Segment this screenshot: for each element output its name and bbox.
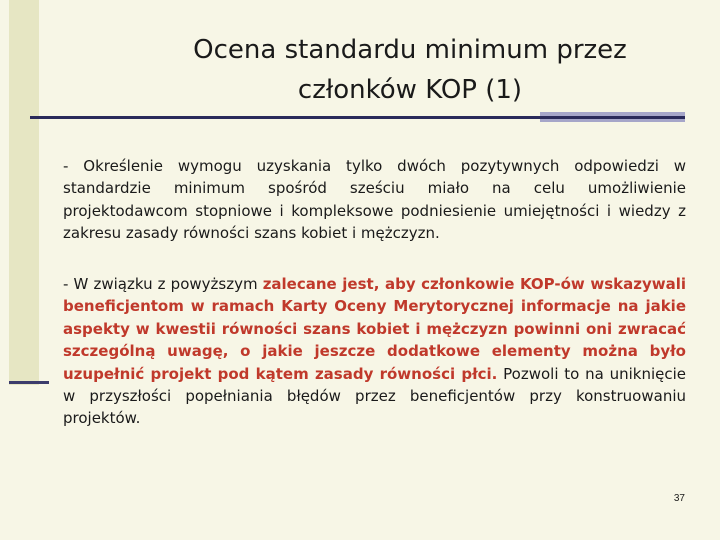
paragraph-2: [63, 273, 686, 430]
paragraph-2-lead: - W związku z powyższym: [63, 275, 263, 293]
paragraph-2-highlight: zalecane jest, aby członkowie KOP-ów wskazywali beneficjentom w ramach Karty Oceny Merytorycznej informacje na jakie aspekty w kwestii równości szans kobiet i mężczyzn powinni oni zwracać szczególną uwagę, o jakie jeszcze dodatkowe elementy można było uzupełnić projekt pod kątem zasady równości płci.: [63, 275, 686, 383]
left-decorative-tick: [9, 381, 49, 384]
slide-title-line1: Ocena standardu minimum przez: [193, 35, 627, 65]
paragraph-2-tail: Pozwoli to na uniknięcie w przyszłości popełniania błędów przez beneficjentów przy konstruowaniu projektów.: [63, 364, 686, 428]
left-decorative-bar: [9, 0, 39, 385]
slide-title: [120, 30, 700, 110]
title-rule: [30, 116, 685, 119]
slide-title-line2: członków KOP (1): [297, 75, 523, 105]
page-number: 37: [673, 493, 685, 504]
paragraph-1: - Określenie wymogu uzyskania tylko dwóch pozytywnych odpowiedzi w standardzie minimum spośród sześciu miało na celu umożliwienie projektodawcom stopniowe i kompleksowe podniesienie umiejętności i wiedzy z zakresu zasady równości szans kobiet i mężczyzn.: [63, 157, 686, 243]
